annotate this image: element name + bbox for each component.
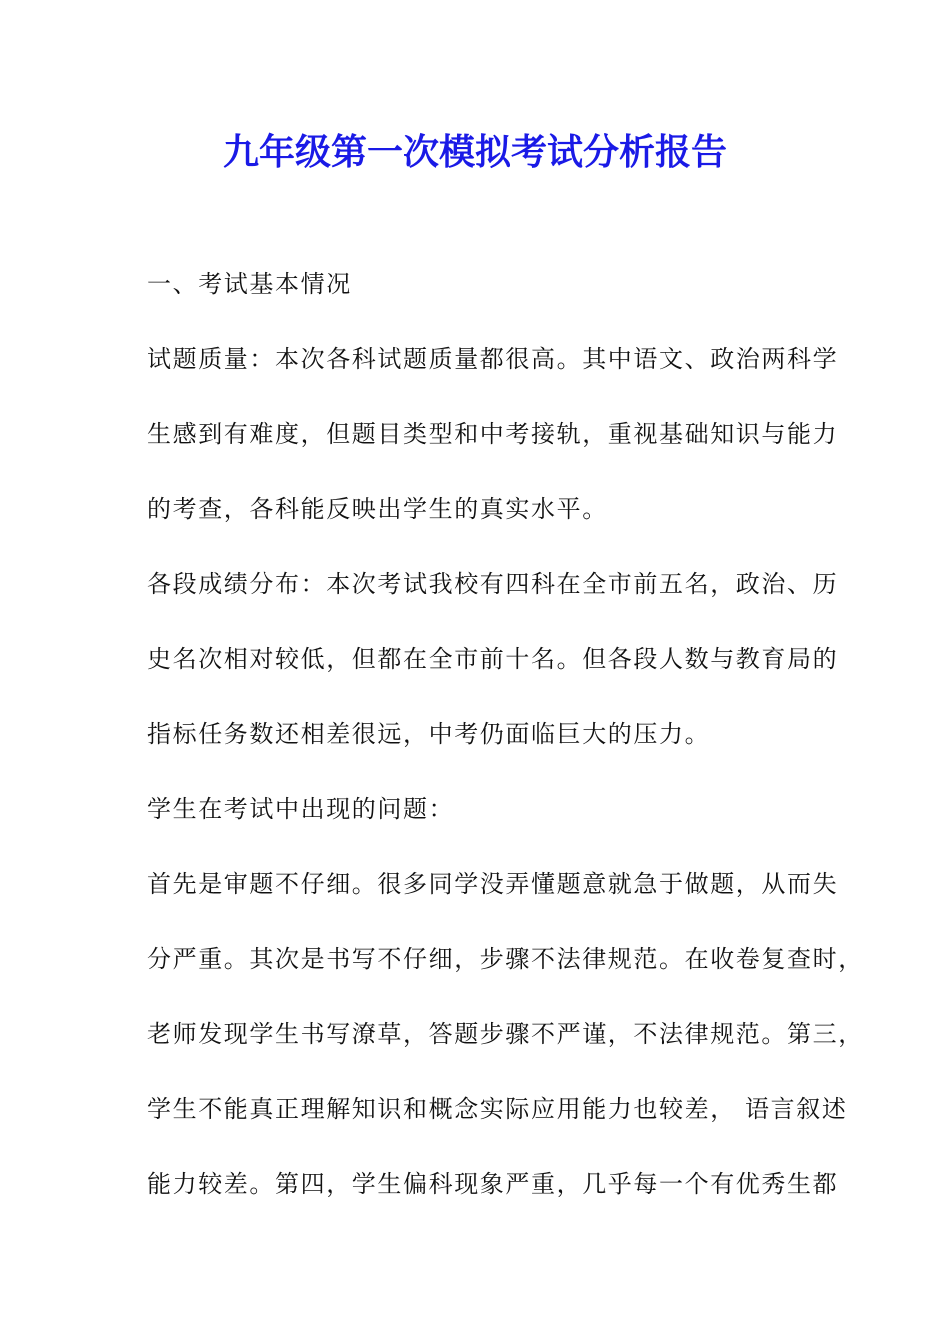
paragraph-line: 史名次相对较低，但都在全市前十名。但各段人数与教育局的 [147,645,839,673]
paragraph-line: 生感到有难度，但题目类型和中考接轨，重视基础知识与能力 [147,420,839,448]
document-title: 九年级第一次模拟考试分析报告 [222,132,727,173]
paragraph-line: 各段成绩分布：本次考试我校有四科在全市前五名，政治、历 [147,570,839,598]
paragraph-line: 的考查，各科能反映出学生的真实水平。 [147,495,608,523]
paragraph-line: 试题质量：本次各科试题质量都很高。其中语文、政治两科学 [147,345,839,373]
paragraph-line: 老师发现学生书写潦草，答题步骤不严谨，不法律规范。第三， [147,1020,864,1048]
paragraph-line: 指标任务数还相差很远，中考仍面临巨大的压力。 [147,720,711,748]
paragraph-line: 分严重。其次是书写不仔细，步骤不法律规范。在收卷复查时， [147,945,864,973]
paragraph-line: 能力较差。第四，学生偏科现象严重，几乎每一个有优秀生都 [147,1170,839,1198]
paragraph-line: 学生在考试中出现的问题： [147,795,455,823]
paragraph-line: 学生不能真正理解知识和概念实际应用能力也较差， 语言叙述 [147,1095,848,1123]
paragraph-line: 首先是审题不仔细。很多同学没弄懂题意就急于做题，从而失 [147,870,839,898]
section-heading: 一、考试基本情况 [147,270,352,298]
